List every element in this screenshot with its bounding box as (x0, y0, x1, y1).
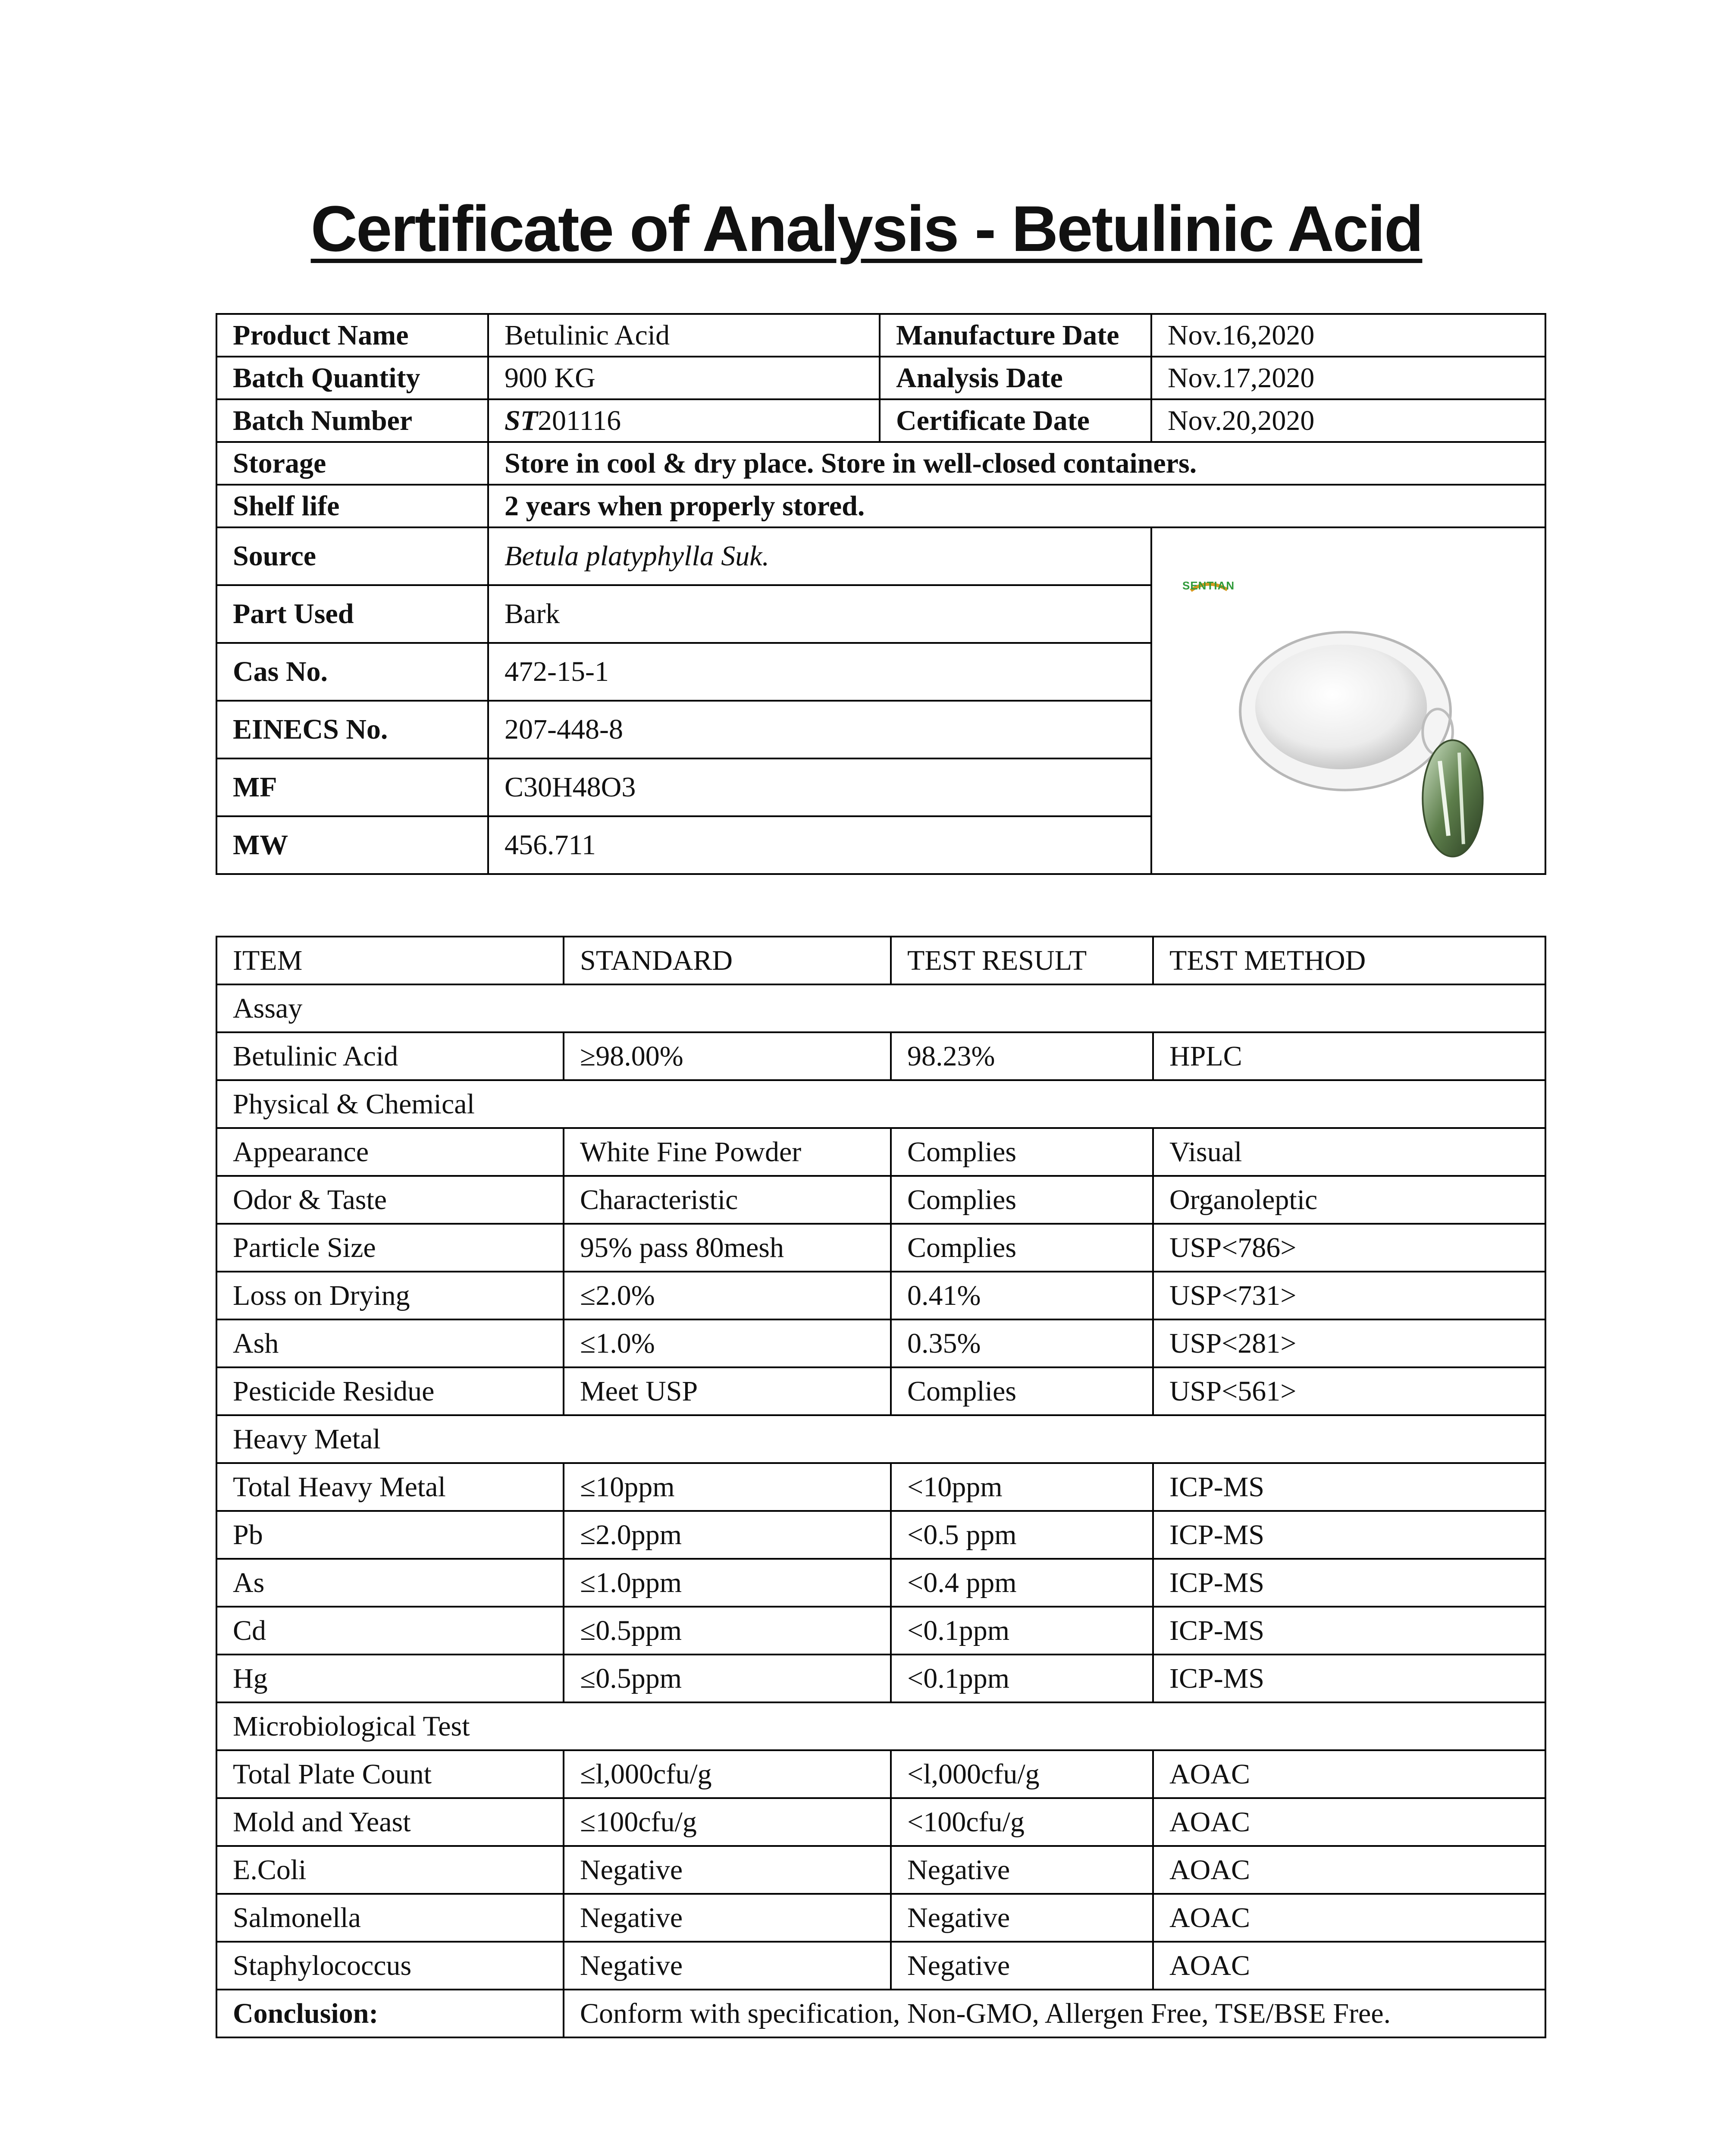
standard-cell: ≤1.0ppm (564, 1559, 891, 1607)
standard-cell: ≤0.5ppm (564, 1655, 891, 1702)
product-name-value: Betulinic Acid (488, 314, 880, 357)
table-row (216, 1511, 1545, 1559)
table-row (216, 1942, 1545, 1990)
result-cell: Negative (891, 1942, 1153, 1990)
method-cell: ICP-MS (1153, 1655, 1545, 1702)
conclusion-text: Conform with specification, Non-GMO, Allergen Free, TSE/BSE Free. (564, 1990, 1545, 2037)
table-row (216, 1128, 1545, 1176)
part-used-value: Bark (488, 585, 1151, 643)
table-row (216, 1655, 1545, 1702)
section-title: Assay (216, 984, 1545, 1032)
section-row (216, 1702, 1545, 1750)
result-cell: <100cfu/g (891, 1798, 1153, 1846)
standard-cell: ≤0.5ppm (564, 1607, 891, 1655)
results-body (216, 937, 1545, 2037)
table-row (216, 1607, 1545, 1655)
logo-text: SENTIAN (1182, 579, 1235, 592)
result-cell: <0.1ppm (891, 1655, 1153, 1702)
table-row (216, 1176, 1545, 1224)
section-title: Heavy Metal (216, 1415, 1545, 1463)
method-cell: USP<561> (1153, 1367, 1545, 1415)
certificate-date-label: Certificate Date (880, 399, 1151, 442)
standard-cell: ≤10ppm (564, 1463, 891, 1511)
powder-pile (1255, 645, 1427, 769)
header-test-method: TEST METHOD (1153, 937, 1545, 984)
mw-label: MW (216, 816, 488, 874)
table-row (216, 1224, 1545, 1272)
table-row (216, 1319, 1545, 1367)
table-row (216, 1894, 1545, 1942)
info-row (216, 399, 1545, 442)
item-cell: Cd (216, 1607, 564, 1655)
source-value: Betula platyphylla Suk. (488, 527, 1151, 585)
method-cell: USP<731> (1153, 1272, 1545, 1319)
einecs-label: EINECS No. (216, 701, 488, 758)
table-row (216, 1463, 1545, 1511)
result-cell: 98.23% (891, 1032, 1153, 1080)
shelf-life-label: Shelf life (216, 485, 488, 527)
standard-cell: ≤100cfu/g (564, 1798, 891, 1846)
method-cell: ICP-MS (1153, 1511, 1545, 1559)
table-row (216, 1798, 1545, 1846)
item-cell: Particle Size (216, 1224, 564, 1272)
manufacture-date-value: Nov.16,2020 (1151, 314, 1545, 357)
result-cell: 0.41% (891, 1272, 1153, 1319)
method-cell: AOAC (1153, 1894, 1545, 1942)
section-row (216, 1080, 1545, 1128)
standard-cell: White Fine Powder (564, 1128, 891, 1176)
method-cell: HPLC (1153, 1032, 1545, 1080)
header-standard: STANDARD (564, 937, 891, 984)
result-cell: <10ppm (891, 1463, 1153, 1511)
item-cell: Pesticide Residue (216, 1367, 564, 1415)
product-info-table (216, 313, 1546, 875)
batch-quantity-label: Batch Quantity (216, 357, 488, 399)
item-cell: Loss on Drying (216, 1272, 564, 1319)
result-cell: <0.4 ppm (891, 1559, 1153, 1607)
method-cell: AOAC (1153, 1798, 1545, 1846)
standard-cell: 95% pass 80mesh (564, 1224, 891, 1272)
shelf-life-value: 2 years when properly stored. (488, 485, 1545, 527)
standard-cell: Meet USP (564, 1367, 891, 1415)
batch-number-prefix: ST (505, 404, 538, 436)
cas-label: Cas No. (216, 643, 488, 701)
table-row (216, 1846, 1545, 1894)
item-cell: Betulinic Acid (216, 1032, 564, 1080)
method-cell: ICP-MS (1153, 1559, 1545, 1607)
manufacture-date-label: Manufacture Date (880, 314, 1151, 357)
info-row (216, 357, 1545, 399)
birch-trunk-photo (1423, 740, 1482, 857)
result-cell: Complies (891, 1224, 1153, 1272)
standard-cell: Negative (564, 1942, 891, 1990)
result-cell: Complies (891, 1367, 1153, 1415)
item-cell: Salmonella (216, 1894, 564, 1942)
storage-label: Storage (216, 442, 488, 485)
product-image-cell (1151, 527, 1545, 874)
table-row (216, 1367, 1545, 1415)
table-row (216, 1272, 1545, 1319)
batch-number-value (488, 399, 880, 442)
item-cell: Total Heavy Metal (216, 1463, 564, 1511)
section-title: Microbiological Test (216, 1702, 1545, 1750)
analysis-date-label: Analysis Date (880, 357, 1151, 399)
table-row (216, 1032, 1545, 1080)
method-cell: USP<281> (1153, 1319, 1545, 1367)
result-cell: Complies (891, 1176, 1153, 1224)
method-cell: AOAC (1153, 1846, 1545, 1894)
page-title (0, 192, 1733, 265)
method-cell: AOAC (1153, 1750, 1545, 1798)
item-cell: Mold and Yeast (216, 1798, 564, 1846)
table-row (216, 1559, 1545, 1607)
item-cell: E.Coli (216, 1846, 564, 1894)
info-row (216, 485, 1545, 527)
standard-cell: ≤l,000cfu/g (564, 1750, 891, 1798)
method-cell: Visual (1153, 1128, 1545, 1176)
conclusion-row (216, 1990, 1545, 2037)
section-row (216, 1415, 1545, 1463)
mw-value: 456.711 (488, 816, 1151, 874)
result-cell: 0.35% (891, 1319, 1153, 1367)
info-row (216, 527, 1545, 585)
header-item: ITEM (216, 937, 564, 984)
batch-number-suffix: 201116 (538, 404, 621, 436)
standard-cell: ≤1.0% (564, 1319, 891, 1367)
item-cell: Appearance (216, 1128, 564, 1176)
section-title: Physical & Chemical (216, 1080, 1545, 1128)
item-cell: As (216, 1559, 564, 1607)
method-cell: ICP-MS (1153, 1463, 1545, 1511)
header-test-result: TEST RESULT (891, 937, 1153, 984)
item-cell: Odor & Taste (216, 1176, 564, 1224)
product-name-label: Product Name (216, 314, 488, 357)
item-cell: Pb (216, 1511, 564, 1559)
batch-number-label: Batch Number (216, 399, 488, 442)
standard-cell: ≤2.0ppm (564, 1511, 891, 1559)
standard-cell: Characteristic (564, 1176, 891, 1224)
storage-value: Store in cool & dry place. Store in well-closed containers. (488, 442, 1545, 485)
section-row (216, 984, 1545, 1032)
standard-cell: ≥98.00% (564, 1032, 891, 1080)
method-cell: AOAC (1153, 1942, 1545, 1990)
test-results-table (216, 936, 1546, 2038)
source-label: Source (216, 527, 488, 585)
table-row (216, 1750, 1545, 1798)
mf-value: C30H48O3 (488, 758, 1151, 816)
batch-quantity-value: 900 KG (488, 357, 880, 399)
header-row (216, 937, 1545, 984)
method-cell: ICP-MS (1153, 1607, 1545, 1655)
result-cell: <0.5 ppm (891, 1511, 1153, 1559)
certificate-date-value: Nov.20,2020 (1151, 399, 1545, 442)
item-cell: Hg (216, 1655, 564, 1702)
item-cell: Total Plate Count (216, 1750, 564, 1798)
method-cell: USP<786> (1153, 1224, 1545, 1272)
conclusion-label: Conclusion: (216, 1990, 564, 2037)
item-cell: Staphylococcus (216, 1942, 564, 1990)
analysis-date-value: Nov.17,2020 (1151, 357, 1545, 399)
result-cell: Complies (891, 1128, 1153, 1176)
result-cell: <0.1ppm (891, 1607, 1153, 1655)
standard-cell: ≤2.0% (564, 1272, 891, 1319)
standard-cell: Negative (564, 1846, 891, 1894)
method-cell: Organoleptic (1153, 1176, 1545, 1224)
result-cell: Negative (891, 1894, 1153, 1942)
cas-value: 472-15-1 (488, 643, 1151, 701)
part-used-label: Part Used (216, 585, 488, 643)
item-cell: Ash (216, 1319, 564, 1367)
title-text: Certificate of Analysis - Betulinic Acid (310, 192, 1423, 265)
einecs-value: 207-448-8 (488, 701, 1151, 758)
mf-label: MF (216, 758, 488, 816)
result-cell: <l,000cfu/g (891, 1750, 1153, 1798)
result-cell: Negative (891, 1846, 1153, 1894)
standard-cell: Negative (564, 1894, 891, 1942)
info-row (216, 314, 1545, 357)
info-row (216, 442, 1545, 485)
